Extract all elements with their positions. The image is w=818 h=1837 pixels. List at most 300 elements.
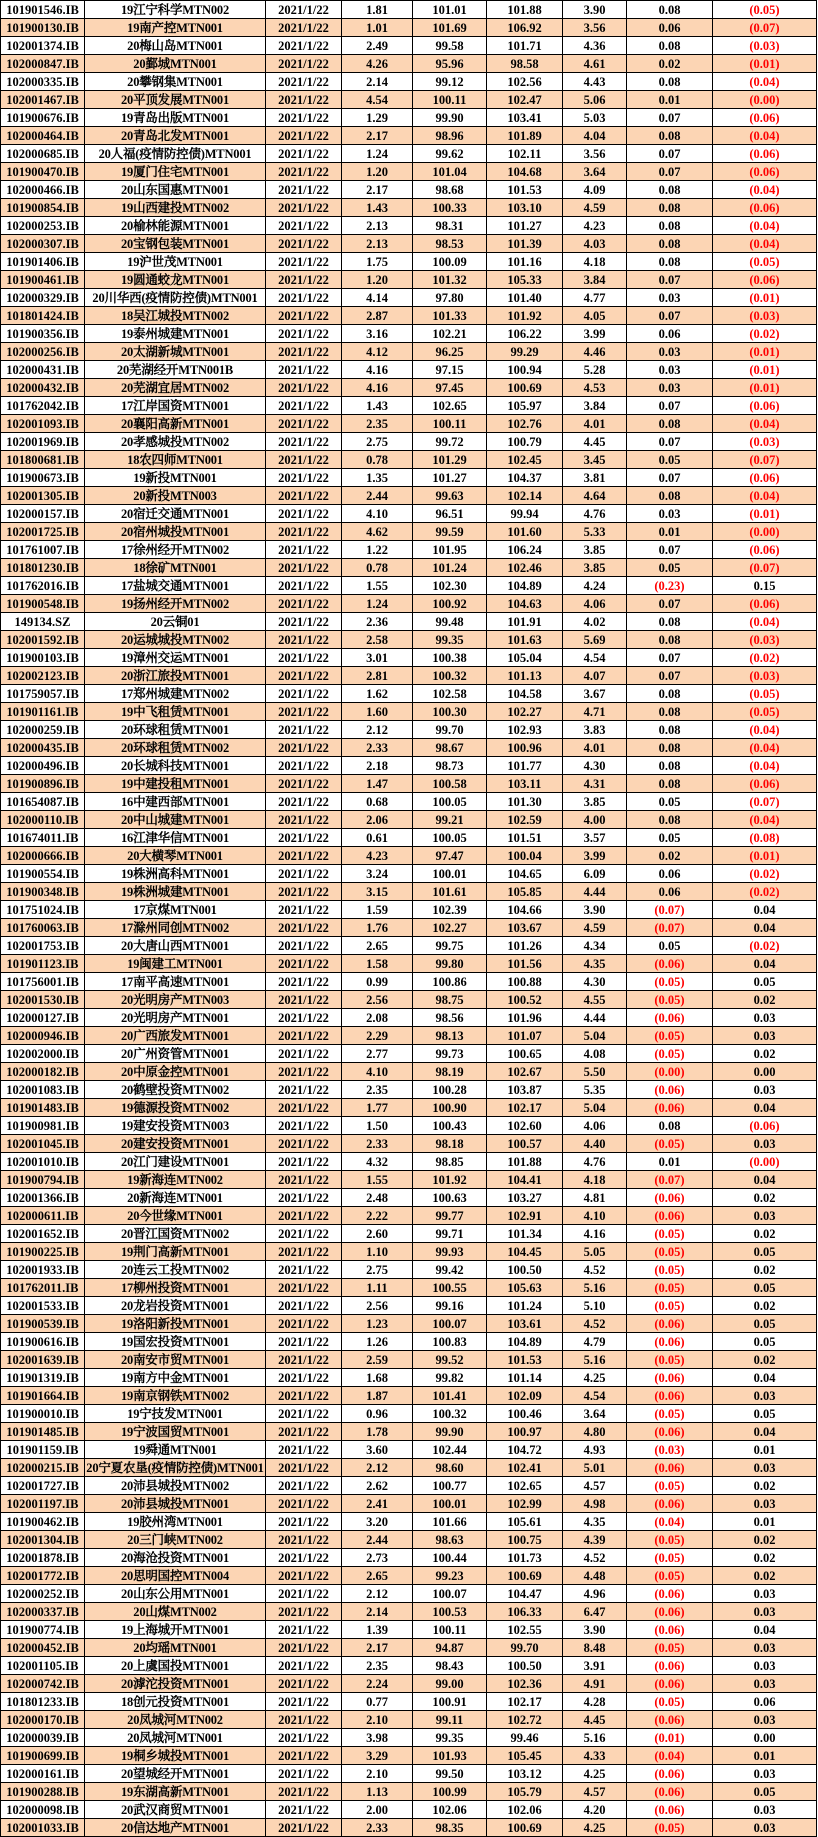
price-b-cell: 101.34 <box>487 1225 563 1243</box>
remaining-term-cell: 1.35 <box>342 469 413 487</box>
remaining-term-cell: 2.62 <box>342 1477 413 1495</box>
price-b-cell: 103.87 <box>487 1081 563 1099</box>
remaining-term-cell: 0.78 <box>342 451 413 469</box>
table-row <box>1 919 817 937</box>
table-row <box>1 1063 817 1081</box>
change-a-cell: (0.00) <box>627 1063 713 1081</box>
bond-name-cell: 20沛县城投MTN001 <box>85 1495 266 1513</box>
bond-name-cell: 18创元投资MTN001 <box>85 1693 266 1711</box>
bond-code-cell: 101900981.IB <box>1 1117 85 1135</box>
price-b-cell: 101.60 <box>487 523 563 541</box>
remaining-term-cell: 2.33 <box>342 739 413 757</box>
table-row <box>1 937 817 955</box>
yield-cell: 3.85 <box>563 559 627 577</box>
change-a-cell: (0.04) <box>627 1513 713 1531</box>
bond-code-cell: 102000307.IB <box>1 235 85 253</box>
table-row <box>1 271 817 289</box>
price-a-cell: 100.01 <box>413 1495 487 1513</box>
change-b-cell: 0.04 <box>713 1369 817 1387</box>
price-a-cell: 100.11 <box>413 1621 487 1639</box>
change-a-cell: (0.05) <box>627 1477 713 1495</box>
valuation-date-cell: 2021/1/22 <box>266 1675 342 1693</box>
change-b-cell: 0.03 <box>713 1135 817 1153</box>
bond-name-cell: 19宁技发MTN001 <box>85 1405 266 1423</box>
change-b-cell: 0.03 <box>713 1387 817 1405</box>
remaining-term-cell: 1.77 <box>342 1099 413 1117</box>
price-b-cell: 101.56 <box>487 955 563 973</box>
remaining-term-cell: 1.01 <box>342 19 413 37</box>
remaining-term-cell: 4.14 <box>342 289 413 307</box>
yield-cell: 4.25 <box>563 1369 627 1387</box>
table-row <box>1 1027 817 1045</box>
bond-name-cell: 19德源投资MTN002 <box>85 1099 266 1117</box>
valuation-date-cell: 2021/1/22 <box>266 1243 342 1261</box>
change-a-cell: 0.06 <box>627 865 713 883</box>
yield-cell: 6.09 <box>563 865 627 883</box>
change-b-cell: (0.03) <box>713 631 817 649</box>
valuation-date-cell: 2021/1/22 <box>266 775 342 793</box>
change-a-cell: (0.06) <box>627 1459 713 1477</box>
price-a-cell: 100.30 <box>413 703 487 721</box>
remaining-term-cell: 4.62 <box>342 523 413 541</box>
valuation-date-cell: 2021/1/22 <box>266 1513 342 1531</box>
table-row <box>1 1639 817 1657</box>
price-a-cell: 100.01 <box>413 865 487 883</box>
valuation-date-cell: 2021/1/22 <box>266 1531 342 1549</box>
valuation-date-cell: 2021/1/22 <box>266 145 342 163</box>
price-a-cell: 102.44 <box>413 1441 487 1459</box>
bond-code-cell: 101900356.IB <box>1 325 85 343</box>
remaining-term-cell: 1.20 <box>342 163 413 181</box>
price-b-cell: 98.58 <box>487 55 563 73</box>
table-row <box>1 361 817 379</box>
bond-name-cell: 19胶州湾MTN001 <box>85 1513 266 1531</box>
change-a-cell: 0.06 <box>627 19 713 37</box>
yield-cell: 4.59 <box>563 919 627 937</box>
valuation-date-cell: 2021/1/22 <box>266 1603 342 1621</box>
table-row <box>1 91 817 109</box>
bond-name-cell: 19株洲城建MTN001 <box>85 883 266 901</box>
yield-cell: 4.33 <box>563 1747 627 1765</box>
bond-name-cell: 17郑州城建MTN002 <box>85 685 266 703</box>
valuation-date-cell: 2021/1/22 <box>266 127 342 145</box>
yield-cell: 4.04 <box>563 127 627 145</box>
valuation-date-cell: 2021/1/22 <box>266 847 342 865</box>
yield-cell: 4.06 <box>563 1117 627 1135</box>
valuation-date-cell: 2021/1/22 <box>266 991 342 1009</box>
remaining-term-cell: 4.26 <box>342 55 413 73</box>
bond-code-cell: 102002123.IB <box>1 667 85 685</box>
remaining-term-cell: 2.60 <box>342 1225 413 1243</box>
bond-code-cell: 101900539.IB <box>1 1315 85 1333</box>
bond-code-cell: 102000611.IB <box>1 1207 85 1225</box>
change-b-cell: 0.03 <box>713 1819 817 1837</box>
remaining-term-cell: 2.14 <box>342 73 413 91</box>
price-a-cell: 102.06 <box>413 1801 487 1819</box>
yield-cell: 4.16 <box>563 1225 627 1243</box>
yield-cell: 4.05 <box>563 307 627 325</box>
price-b-cell: 102.14 <box>487 487 563 505</box>
valuation-date-cell: 2021/1/22 <box>266 1171 342 1189</box>
table-row <box>1 1585 817 1603</box>
change-b-cell: (0.07) <box>713 793 817 811</box>
change-a-cell: (0.06) <box>627 1783 713 1801</box>
price-a-cell: 96.25 <box>413 343 487 361</box>
valuation-date-cell: 2021/1/22 <box>266 1423 342 1441</box>
change-a-cell: 0.07 <box>627 595 713 613</box>
change-b-cell: (0.06) <box>713 1117 817 1135</box>
bond-code-cell: 102001878.IB <box>1 1549 85 1567</box>
change-a-cell: (0.06) <box>627 1369 713 1387</box>
valuation-date-cell: 2021/1/22 <box>266 757 342 775</box>
bond-code-cell: 102000431.IB <box>1 361 85 379</box>
change-a-cell: 0.08 <box>627 757 713 775</box>
table-row <box>1 199 817 217</box>
price-a-cell: 99.90 <box>413 109 487 127</box>
yield-cell: 5.33 <box>563 523 627 541</box>
bond-name-cell: 19荆门高新MTN001 <box>85 1243 266 1261</box>
bond-code-cell: 102001592.IB <box>1 631 85 649</box>
yield-cell: 4.34 <box>563 937 627 955</box>
change-b-cell: (0.06) <box>713 199 817 217</box>
price-b-cell: 102.27 <box>487 703 563 721</box>
change-a-cell: (0.05) <box>627 1027 713 1045</box>
valuation-date-cell: 2021/1/22 <box>266 721 342 739</box>
remaining-term-cell: 0.77 <box>342 1693 413 1711</box>
change-a-cell: 0.08 <box>627 703 713 721</box>
price-a-cell: 102.39 <box>413 901 487 919</box>
table-row <box>1 1315 817 1333</box>
valuation-date-cell: 2021/1/22 <box>266 1207 342 1225</box>
change-b-cell: 0.04 <box>713 919 817 937</box>
bond-code-cell: 101900896.IB <box>1 775 85 793</box>
bond-code-cell: 102000157.IB <box>1 505 85 523</box>
price-a-cell: 100.90 <box>413 1099 487 1117</box>
price-b-cell: 101.77 <box>487 757 563 775</box>
price-a-cell: 99.71 <box>413 1225 487 1243</box>
price-a-cell: 101.29 <box>413 451 487 469</box>
price-a-cell: 102.65 <box>413 397 487 415</box>
yield-cell: 4.98 <box>563 1495 627 1513</box>
price-b-cell: 104.47 <box>487 1585 563 1603</box>
yield-cell: 3.56 <box>563 145 627 163</box>
remaining-term-cell: 1.23 <box>342 1315 413 1333</box>
table-row <box>1 307 817 325</box>
yield-cell: 4.23 <box>563 217 627 235</box>
change-b-cell: (0.07) <box>713 451 817 469</box>
bond-code-cell: 101751024.IB <box>1 901 85 919</box>
bond-name-cell: 19国宏投资MTN001 <box>85 1333 266 1351</box>
table-row <box>1 523 817 541</box>
bond-name-cell: 20环球租赁MTN002 <box>85 739 266 757</box>
price-a-cell: 99.82 <box>413 1369 487 1387</box>
price-b-cell: 102.17 <box>487 1099 563 1117</box>
yield-cell: 4.76 <box>563 1153 627 1171</box>
yield-cell: 3.81 <box>563 469 627 487</box>
table-row <box>1 649 817 667</box>
price-a-cell: 100.07 <box>413 1315 487 1333</box>
price-b-cell: 102.56 <box>487 73 563 91</box>
price-a-cell: 98.68 <box>413 181 487 199</box>
remaining-term-cell: 0.78 <box>342 559 413 577</box>
change-a-cell: (0.05) <box>627 1297 713 1315</box>
price-b-cell: 103.61 <box>487 1315 563 1333</box>
price-b-cell: 104.65 <box>487 865 563 883</box>
remaining-term-cell: 4.32 <box>342 1153 413 1171</box>
price-b-cell: 100.50 <box>487 1657 563 1675</box>
price-a-cell: 100.77 <box>413 1477 487 1495</box>
bond-code-cell: 102001304.IB <box>1 1531 85 1549</box>
table-row <box>1 613 817 631</box>
valuation-date-cell: 2021/1/22 <box>266 937 342 955</box>
bond-code-cell: 102000432.IB <box>1 379 85 397</box>
bond-code-cell: 149134.SZ <box>1 613 85 631</box>
valuation-date-cell: 2021/1/22 <box>266 505 342 523</box>
remaining-term-cell: 1.68 <box>342 1369 413 1387</box>
bond-name-cell: 19圆通蛟龙MTN001 <box>85 271 266 289</box>
price-b-cell: 101.26 <box>487 937 563 955</box>
change-b-cell: (0.00) <box>713 91 817 109</box>
bond-code-cell: 101900130.IB <box>1 19 85 37</box>
yield-cell: 4.71 <box>563 703 627 721</box>
price-b-cell: 102.41 <box>487 1459 563 1477</box>
bond-name-cell: 20山东国惠MTN001 <box>85 181 266 199</box>
change-b-cell: (0.01) <box>713 847 817 865</box>
change-b-cell: 0.05 <box>713 1315 817 1333</box>
price-a-cell: 99.23 <box>413 1567 487 1585</box>
yield-cell: 5.04 <box>563 1027 627 1045</box>
price-b-cell: 104.41 <box>487 1171 563 1189</box>
change-a-cell: 0.08 <box>627 253 713 271</box>
bond-code-cell: 102001530.IB <box>1 991 85 1009</box>
remaining-term-cell: 2.14 <box>342 1603 413 1621</box>
price-b-cell: 100.97 <box>487 1423 563 1441</box>
change-a-cell: (0.06) <box>627 1675 713 1693</box>
bond-name-cell: 20信达地产MTN001 <box>85 1819 266 1837</box>
bond-code-cell: 102001197.IB <box>1 1495 85 1513</box>
change-b-cell: (0.06) <box>713 145 817 163</box>
bond-name-cell: 19沪世茂MTN001 <box>85 253 266 271</box>
yield-cell: 4.45 <box>563 1711 627 1729</box>
remaining-term-cell: 2.58 <box>342 631 413 649</box>
valuation-date-cell: 2021/1/22 <box>266 739 342 757</box>
valuation-date-cell: 2021/1/22 <box>266 811 342 829</box>
change-a-cell: 0.08 <box>627 181 713 199</box>
price-b-cell: 105.79 <box>487 1783 563 1801</box>
change-a-cell: 0.03 <box>627 361 713 379</box>
bond-name-cell: 19江宁科学MTN002 <box>85 1 266 19</box>
price-a-cell: 100.28 <box>413 1081 487 1099</box>
price-b-cell: 102.36 <box>487 1675 563 1693</box>
bond-code-cell: 102001374.IB <box>1 37 85 55</box>
bond-code-cell: 101901664.IB <box>1 1387 85 1405</box>
change-b-cell: 0.02 <box>713 1261 817 1279</box>
price-a-cell: 99.80 <box>413 955 487 973</box>
price-b-cell: 101.24 <box>487 1297 563 1315</box>
yield-cell: 3.85 <box>563 541 627 559</box>
valuation-date-cell: 2021/1/22 <box>266 433 342 451</box>
price-b-cell: 105.97 <box>487 397 563 415</box>
price-b-cell: 102.76 <box>487 415 563 433</box>
bond-name-cell: 19中飞租赁MTN001 <box>85 703 266 721</box>
price-a-cell: 98.63 <box>413 1531 487 1549</box>
price-a-cell: 101.69 <box>413 19 487 37</box>
change-b-cell: 0.03 <box>713 1765 817 1783</box>
valuation-date-cell: 2021/1/22 <box>266 1063 342 1081</box>
bond-code-cell: 101900462.IB <box>1 1513 85 1531</box>
remaining-term-cell: 2.65 <box>342 1567 413 1585</box>
change-a-cell: (0.05) <box>627 1693 713 1711</box>
valuation-date-cell: 2021/1/22 <box>266 1495 342 1513</box>
change-b-cell: (0.06) <box>713 469 817 487</box>
remaining-term-cell: 2.33 <box>342 1135 413 1153</box>
bond-name-cell: 20鄞城MTN001 <box>85 55 266 73</box>
change-b-cell: (0.03) <box>713 307 817 325</box>
price-a-cell: 99.00 <box>413 1675 487 1693</box>
bond-code-cell: 101901123.IB <box>1 955 85 973</box>
yield-cell: 5.50 <box>563 1063 627 1081</box>
valuation-date-cell: 2021/1/22 <box>266 1153 342 1171</box>
change-a-cell: 0.08 <box>627 631 713 649</box>
price-b-cell: 104.58 <box>487 685 563 703</box>
change-a-cell: 0.08 <box>627 73 713 91</box>
price-b-cell: 100.69 <box>487 379 563 397</box>
yield-cell: 5.03 <box>563 109 627 127</box>
valuation-date-cell: 2021/1/22 <box>266 919 342 937</box>
table-row <box>1 487 817 505</box>
valuation-date-cell: 2021/1/22 <box>266 1765 342 1783</box>
price-b-cell: 104.63 <box>487 595 563 613</box>
bond-name-cell: 19舜通MTN001 <box>85 1441 266 1459</box>
bond-code-cell: 101900010.IB <box>1 1405 85 1423</box>
table-row <box>1 883 817 901</box>
yield-cell: 4.80 <box>563 1423 627 1441</box>
bond-name-cell: 20海沧投资MTN001 <box>85 1549 266 1567</box>
price-a-cell: 99.70 <box>413 721 487 739</box>
bond-name-cell: 20江门建设MTN001 <box>85 1153 266 1171</box>
valuation-date-cell: 2021/1/22 <box>266 649 342 667</box>
price-a-cell: 99.48 <box>413 613 487 631</box>
price-a-cell: 101.01 <box>413 1 487 19</box>
change-a-cell: (0.06) <box>627 1495 713 1513</box>
price-a-cell: 99.21 <box>413 811 487 829</box>
yield-cell: 4.01 <box>563 415 627 433</box>
valuation-date-cell: 2021/1/22 <box>266 379 342 397</box>
yield-cell: 4.61 <box>563 55 627 73</box>
change-b-cell: 0.02 <box>713 991 817 1009</box>
bond-name-cell: 19新投MTN001 <box>85 469 266 487</box>
change-b-cell: 0.04 <box>713 1423 817 1441</box>
bond-code-cell: 102000161.IB <box>1 1765 85 1783</box>
price-b-cell: 105.85 <box>487 883 563 901</box>
price-a-cell: 99.73 <box>413 1045 487 1063</box>
change-b-cell: 0.03 <box>713 1495 817 1513</box>
remaining-term-cell: 1.60 <box>342 703 413 721</box>
table-row <box>1 1819 817 1837</box>
price-b-cell: 102.46 <box>487 559 563 577</box>
bond-name-cell: 16中建西部MTN001 <box>85 793 266 811</box>
price-b-cell: 100.04 <box>487 847 563 865</box>
change-b-cell: (0.01) <box>713 55 817 73</box>
change-a-cell: (0.05) <box>627 1135 713 1153</box>
table-row <box>1 541 817 559</box>
table-row <box>1 1765 817 1783</box>
bond-code-cell: 101900794.IB <box>1 1171 85 1189</box>
change-b-cell: 0.04 <box>713 1171 817 1189</box>
change-b-cell: (0.06) <box>713 775 817 793</box>
price-b-cell: 101.73 <box>487 1549 563 1567</box>
table-row <box>1 1675 817 1693</box>
yield-cell: 5.16 <box>563 1729 627 1747</box>
remaining-term-cell: 2.65 <box>342 937 413 955</box>
table-row <box>1 955 817 973</box>
bond-name-cell: 20南安市贸MTN001 <box>85 1351 266 1369</box>
bond-code-cell: 102001652.IB <box>1 1225 85 1243</box>
remaining-term-cell: 3.24 <box>342 865 413 883</box>
bond-code-cell: 102000127.IB <box>1 1009 85 1027</box>
remaining-term-cell: 3.01 <box>342 649 413 667</box>
change-a-cell: (0.05) <box>627 1351 713 1369</box>
price-b-cell: 100.75 <box>487 1531 563 1549</box>
table-row <box>1 505 817 523</box>
change-a-cell: (0.01) <box>627 1729 713 1747</box>
yield-cell: 3.99 <box>563 847 627 865</box>
price-a-cell: 102.21 <box>413 325 487 343</box>
change-a-cell: (0.05) <box>627 1819 713 1837</box>
valuation-date-cell: 2021/1/22 <box>266 217 342 235</box>
change-b-cell: (0.02) <box>713 325 817 343</box>
valuation-date-cell: 2021/1/22 <box>266 1 342 19</box>
price-b-cell: 99.70 <box>487 1639 563 1657</box>
remaining-term-cell: 4.54 <box>342 91 413 109</box>
yield-cell: 4.18 <box>563 253 627 271</box>
bond-code-cell: 101900548.IB <box>1 595 85 613</box>
change-b-cell: (0.02) <box>713 937 817 955</box>
bond-name-cell: 20今世缘MTN001 <box>85 1207 266 1225</box>
bond-code-cell: 102001639.IB <box>1 1351 85 1369</box>
price-a-cell: 102.30 <box>413 577 487 595</box>
price-a-cell: 97.80 <box>413 289 487 307</box>
price-a-cell: 98.75 <box>413 991 487 1009</box>
yield-cell: 3.84 <box>563 397 627 415</box>
price-b-cell: 102.60 <box>487 1117 563 1135</box>
bond-name-cell: 20太湖新城MTN001 <box>85 343 266 361</box>
price-a-cell: 99.72 <box>413 433 487 451</box>
bond-name-cell: 20孝感城投MTN002 <box>85 433 266 451</box>
valuation-date-cell: 2021/1/22 <box>266 37 342 55</box>
change-b-cell: 0.04 <box>713 901 817 919</box>
change-a-cell: 0.08 <box>627 217 713 235</box>
valuation-date-cell: 2021/1/22 <box>266 451 342 469</box>
change-a-cell: (0.06) <box>627 955 713 973</box>
price-b-cell: 104.45 <box>487 1243 563 1261</box>
price-a-cell: 99.16 <box>413 1297 487 1315</box>
bond-code-cell: 102001969.IB <box>1 433 85 451</box>
change-a-cell: (0.06) <box>627 1387 713 1405</box>
price-b-cell: 101.53 <box>487 1351 563 1369</box>
change-b-cell: 0.03 <box>713 1009 817 1027</box>
change-b-cell: (0.07) <box>713 19 817 37</box>
table-row <box>1 415 817 433</box>
price-b-cell: 101.63 <box>487 631 563 649</box>
bond-name-cell: 19南产控MTN001 <box>85 19 266 37</box>
remaining-term-cell: 2.77 <box>342 1045 413 1063</box>
change-a-cell: (0.05) <box>627 1243 713 1261</box>
change-a-cell: 0.01 <box>627 1153 713 1171</box>
yield-cell: 3.67 <box>563 685 627 703</box>
change-b-cell: 0.03 <box>713 1639 817 1657</box>
remaining-term-cell: 2.33 <box>342 1819 413 1837</box>
